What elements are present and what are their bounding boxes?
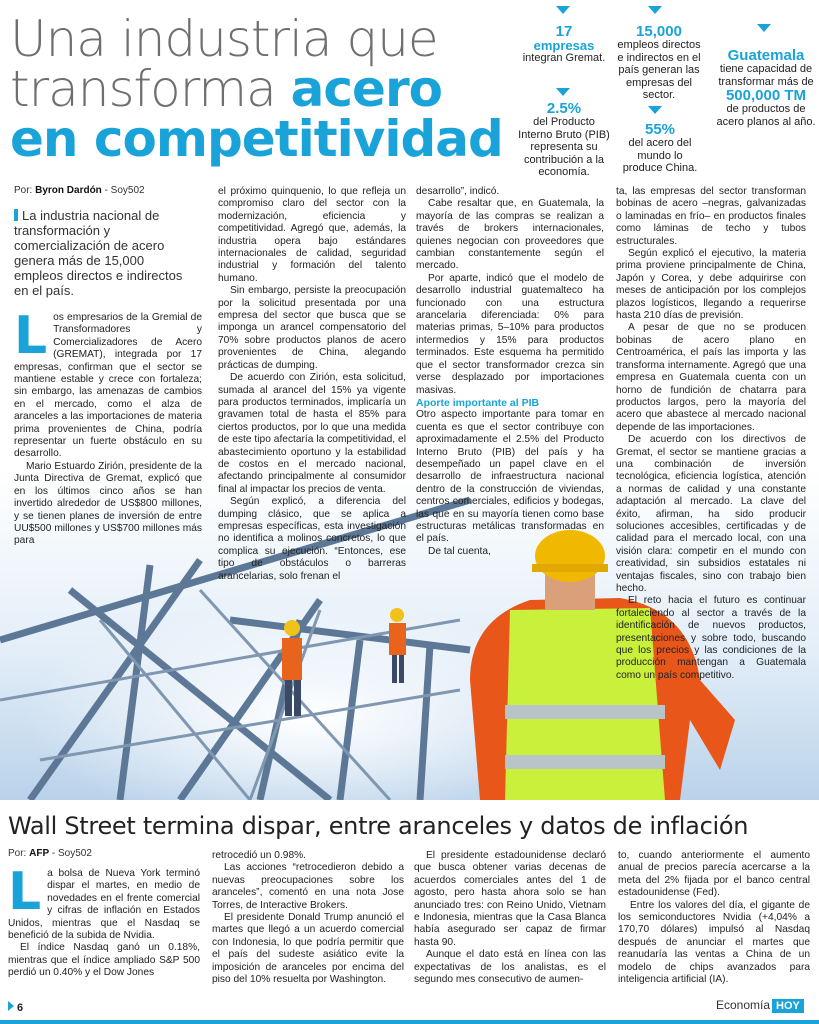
article-column-1: Los empresarios de la Gremial de Transformadores y Comercializadores de Acero (GREMAT), integrada por 17 empresas, confirman que el sector se mantiene estable y crece con fortaleza; sin embargo, las amenazas de cambios en el mercado, como el alza de aranceles a las importaciones de materia prima provenientes de China, podría representar un fuerte obstáculo en su desarrollo. Mario Estuardo Zirión, presidente de la Junta Directiva de Gremat, explicó que en los últimos cinco años se han invertido alrededor de US$800 millones, y se tienen planes de inversión de entre UU$500 millones y US$700 millones más para: [14, 306, 202, 547]
stat-companies: 17 empresas integran Gremat.: [522, 23, 606, 64]
section-subhead: Aporte importante al PIB: [416, 396, 540, 409]
footer-bar: [0, 1020, 819, 1024]
dropcap: L: [14, 306, 48, 366]
brand-logo: HOY: [772, 999, 804, 1013]
author-name: Byron Dardón: [35, 185, 102, 196]
page-arrow-icon: [8, 1001, 14, 1011]
article-column-3: desarrollo”, indicó. Cabe resaltar que, en Guatemala, la mayoría de las compras se realizan a través de brokers internacionales, quienes negocian con proveedores que cambian constantemente según el mercado. Por aparte, indicó que el modelo de desarrollo industrial guatemalteco ha funcionado con una estructura arancelaria diferenciada: 0% para materias primas, 5–10% para productos intermedios y 15% para productos terminados. Este esquema ha permitido que el sector transformador crezca sin verse desplazado por importaciones masivas. Aporte importante al PIB Otro aspecto importante para tomar en cuenta es que el sector contribuye con aproximadamente el 2.5% del Producto Interno Bruto (PIB) del país y ha desempeñado un papel clave en el desarrollo de infraestructura nacional dentro de la construcción de viviendas, centros comerciales, edificios y bodegas, las que en su mayoría tienen como base estructuras metálicas transformadas en el país. De tal cuenta,: [416, 186, 604, 557]
article-column-4: ta, las empresas del sector transforman bobinas de acero –negras, galvanizadas o laminadas en frío– en productos finales como láminas de techo y tubos estructurales. Según explicó el ejecutivo, la materia prima proviene principalmente de China, Japón y Corea, y debe adquirirse con meses de anticipación por los complejos plazos logísticos, llegando a requerirse hasta 210 días de previsión. A pesar de que no se producen bobinas de acero plano en Centroamérica, el país las importa y las transforma internamente. Agregó que una empresa en Guatemala cuenta con un horno de fundición de chatarra para productos largos, pero la mayoría del acero que abastece al mercado nacional depende de las importaciones. De acuerdo con los directivos de Gremat, el sector se mantiene gracias a una combinación de inversión tecnológica, eficiencia logística, atención a normas de calidad y una constante adaptación al mercado. La clave del éxito, afirman, ha sido producir soluciones accesibles, certificadas y de calidad para el mercado local, con una visión clara: competir en el mundo con creatividad, sin subsidios estatales ni ventajas fiscales, sino con trabajo bien hecho. El reto hacia el futuro es continuar fortaleciendo al sector a través de la identificación de nuevos productos, presentaciones y sobre todo, buscando que los precios y las condiciones de la producción mantengan a Guatemala como un país competitivo.: [616, 186, 806, 681]
down-arrow-icon: [556, 88, 570, 96]
section-name: Economía: [716, 998, 771, 1012]
down-arrow-icon: [648, 6, 662, 14]
article2-byline: Por: AFP - Soy502: [8, 848, 92, 859]
article2-column-4: to, cuando anteriormente el aumento anual de precios parecía acercarse a la meta del 2% fijada por el banco central estadounidense (Fed). Entre los valores del día, el gigante de los semiconductores Nvidia (+4,04% a 170,70 dólares) impulsó al Nasdaq después de anunciar el martes que reanudaría las ventas a China de un modelo de chips avanzados para inteligencia artificial (IA).: [618, 850, 810, 986]
stat-capacity: Guatemala tiene capacidad de transformar más de 500,000 TM de productos de acero planos al año.: [716, 47, 816, 128]
article2-column-2: retrocedió un 0.98%. Las acciones “retrocedieron debido a nuevas preocupaciones sobre los aranceles”, comentó en una nota Jose Torres, de Interactive Brokers. El presidente Donald Trump anunció el martes que llegó a un acuerdo comercial con Indonesia, lo que podría permitir que el país del sudeste asiático evite la imposición de aranceles por encima del piso del 10% resuelta por Washington.: [212, 850, 404, 986]
article-column-2: el próximo quinquenio, lo que refleja un compromiso claro del sector con la modernización, eficiencia y competitividad. Agregó que, además, la industria opera bajo estándares internacionales de calidad, seguridad industrial y formación del talento humano. Sin embargo, persiste la preocupación por la solicitud presentada por una empresa del sector que busca que se imponga un arancel compensatorio del 70% sobre productos planos de acero provenientes de China, alegando prácticas de dumping. De acuerdo con Zirión, esta solicitud, sumada al arancel del 15% ya vigente para productos terminados, implicaría un gravamen total de hasta el 85% para ciertos productos, por lo que una medida de este tipo afectaría la competitividad, el abastecimiento oportuno y la estabilidad de costos en el mercado nacional, afectando principalmente al consumidor final al impactar los precios de venta. Según explicó, a diferencia del dumping clásico, que se aplica a empresas específicas, esta investigación no identifica a molinos concretos, lo que complica su ejecución. “Entonces, ese tipo de obstáculos o barreras arancelarias, solo frenan el: [218, 186, 406, 582]
byline: Por: Byron Dardón - Soy502: [14, 185, 145, 196]
article2-column-3: El presidente estadounidense declaró que busca obtener varias decenas de acuerdos comerciales antes del 1 de agosto, pero hasta ahora solo se han anunciado tres: con Reino Unido, Vietnam e Indonesia, mientras que la Casa Blanca había asegurado ser capaz de firmar hasta 90. Aunque el dato está en línea con las expectativas de los analistas, es el segundo mes consecutivo de aumen-: [414, 850, 606, 986]
stat-gdp: 2.5% del Producto Interno Bruto (PIB) representa su contribución a la economía.: [518, 100, 610, 178]
article2-dropcap: L: [8, 862, 42, 922]
page-number: 6: [8, 1001, 23, 1014]
article-lead: La industria nacional de transformación y comercialización de acero genera más de 15,000 empleos directos e indirectos en el país.: [14, 208, 183, 298]
article2-column-1: La bolsa de Nueva York terminó dispar el martes, en medio de novedades en el frente comercial y cifras de inflación en Estados Unidos, mientras que el Nasdaq se benefició de la subida de Nvidia. El índice Nasdaq ganó un 0.18%, mientras que el índice ampliado S&P 500 perdió un 0.40% y el Dow Jones: [8, 862, 200, 979]
headline-line-3: en competitividad: [10, 110, 503, 168]
headline-line-2: transforma: [10, 60, 291, 118]
headline-line-1: Una industria que: [10, 10, 438, 68]
stat-china-share: 55% del acero del mundo lo produce China.: [622, 121, 698, 174]
chevron-right-icon: [14, 209, 18, 221]
section-footer: [716, 998, 804, 1013]
article2-headline: Wall Street termina dispar, entre aranceles y datos de inflación: [8, 812, 749, 840]
down-arrow-icon: [556, 6, 570, 14]
stat-jobs: 15,000 empleos directos e indirectos en el país generan las empresas del sector.: [617, 23, 701, 101]
article2-author: AFP: [29, 848, 50, 859]
down-arrow-icon: [757, 24, 771, 32]
down-arrow-icon: [648, 106, 662, 114]
headline-accent: acero: [290, 60, 442, 118]
article-headline: [10, 10, 510, 168]
